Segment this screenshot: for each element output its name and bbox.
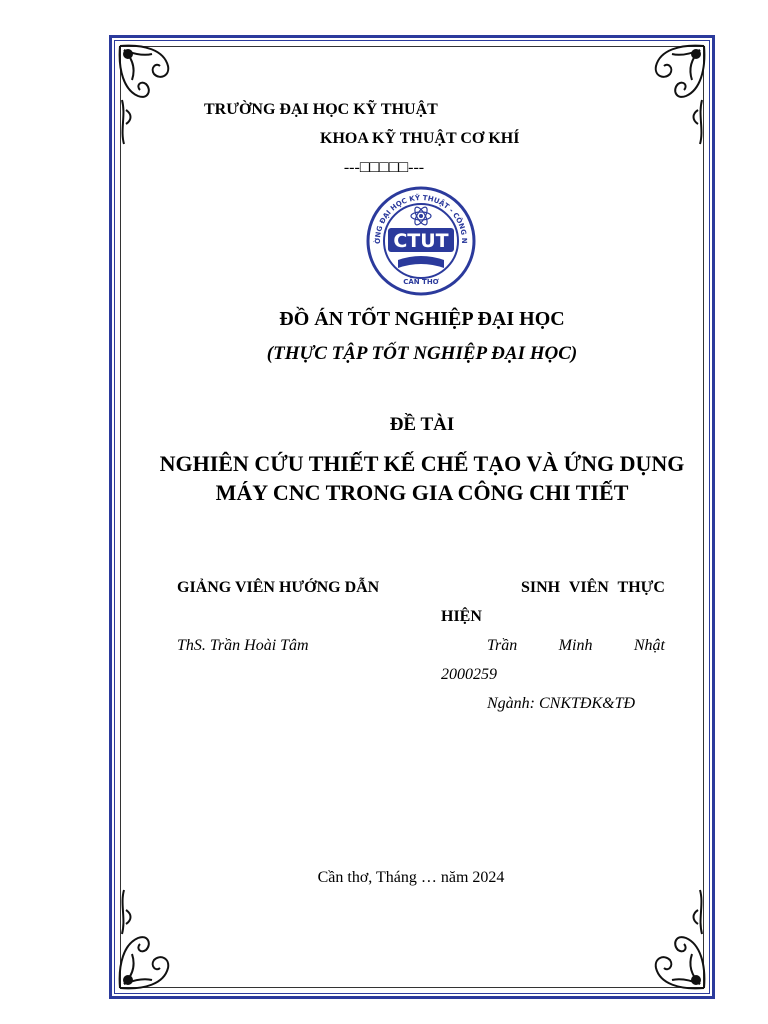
logo-city: CẦN THƠ (403, 278, 439, 286)
topic-title-line-2: MÁY CNC TRONG GIA CÔNG CHI TIẾT (215, 480, 629, 505)
student-name-part: Nhật (633, 637, 665, 654)
corner-ornament-top-right (650, 40, 710, 150)
corner-ornament-bottom-right (650, 884, 710, 994)
advisor-label: GIẢNG VIÊN HƯỚNG DẪN (177, 579, 380, 596)
logo-ring-text: ỜNG ĐẠI HỌC KỸ THUẬT - CÔNG N (373, 193, 469, 244)
university-logo (366, 186, 476, 296)
student-name-part: Trần (487, 637, 518, 654)
school-name: TRƯỜNG ĐẠI HỌC KỸ THUẬT (204, 101, 438, 118)
corner-ornament-bottom-left (114, 884, 174, 994)
student-id: 2000259 (441, 666, 497, 683)
header-divider: ---□□□□□--- (343, 159, 425, 176)
faculty-name: KHOA KỸ THUẬT CƠ KHÍ (320, 130, 520, 147)
corner-ornament-top-left (114, 40, 174, 150)
advisor-name: ThS. Trần Hoài Tâm (177, 637, 309, 654)
topic-label: ĐỀ TÀI (389, 414, 455, 435)
internship-subtitle: (THỰC TẬP TỐT NGHIỆP ĐẠI HỌC) (266, 343, 578, 364)
student-name-part: Minh (558, 637, 593, 654)
topic-title-line-1: NGHIÊN CỨU THIẾT KẾ CHẾ TẠO VÀ ỨNG DỤNG (159, 451, 685, 476)
student-name (487, 637, 665, 655)
logo-abbreviation: CTUT (393, 230, 449, 252)
student-major: Ngành: CNKTĐK&TĐ (487, 695, 636, 712)
date-line: Cần thơ, Tháng … năm 2024 (317, 869, 505, 886)
thesis-type-title: ĐỒ ÁN TỐT NGHIỆP ĐẠI HỌC (279, 308, 565, 330)
student-label-line-2: HIỆN (441, 608, 482, 625)
student-label-line-1: SINH VIÊN THỰC (521, 579, 665, 596)
